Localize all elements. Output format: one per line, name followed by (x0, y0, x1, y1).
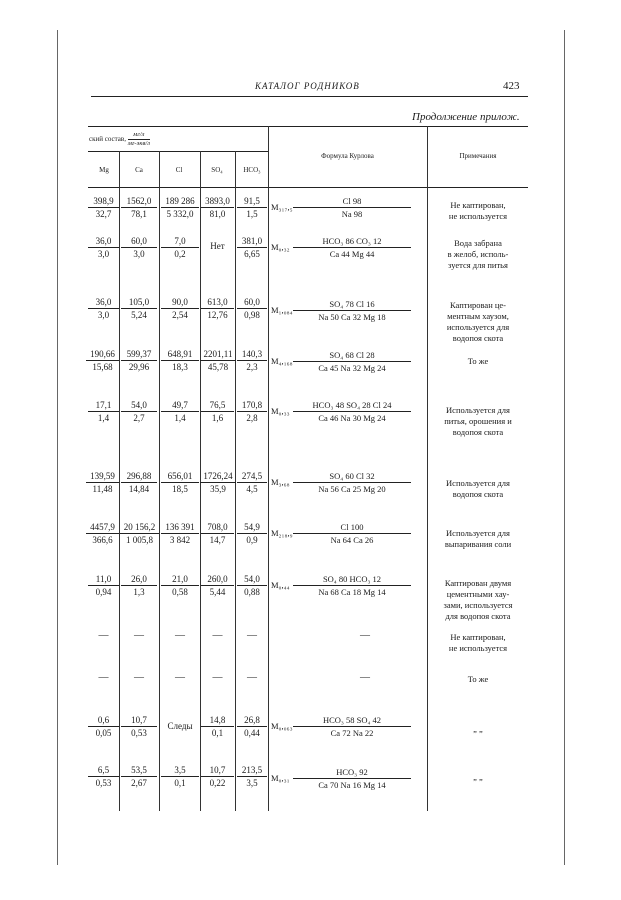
unit-denominator: мг-экв/л (127, 140, 150, 147)
row6-note-line2: водопоя скота (452, 489, 504, 499)
row7-so4 (201, 521, 234, 546)
row2-hco3-meq: 6,65 (244, 249, 260, 259)
row5-formula-cations: Ca 46 Na 30 Mg 24 (318, 413, 386, 423)
row2-cl (161, 235, 199, 260)
col-header-cl: Cl (175, 166, 183, 174)
row10-mg: — (98, 672, 109, 683)
row5-cl-mgl: 49,7 (161, 399, 199, 412)
running-title: КАТАЛОГ РОДНИКОВ (255, 81, 360, 91)
row8-formula-fraction (293, 573, 411, 598)
row12-m-label: M₀,₃₁ (271, 773, 290, 783)
row5-hco3-meq: 2,8 (246, 413, 258, 423)
row4-hco3 (237, 348, 267, 373)
row4-hco3-mgl: 140,3 (237, 348, 267, 361)
row12-mg-meq: 0,53 (95, 778, 112, 788)
row2-mg (88, 235, 119, 260)
row7-hco3-meq: 0,9 (246, 535, 258, 545)
row5-cl-meq: 1,4 (174, 413, 186, 423)
row8-hco3-meq: 0,88 (244, 587, 260, 597)
row7-ca-mgl: 20 156,2 (120, 521, 159, 534)
row2-cl-meq: 0,2 (174, 249, 186, 259)
row4-cl (161, 348, 199, 373)
row7-mg-mgl: 4457,9 (86, 521, 119, 534)
row11-ca-meq: 0,53 (131, 728, 147, 738)
row11-formula (271, 714, 421, 742)
row4-note (428, 356, 528, 367)
row8-mg (88, 573, 119, 598)
row2-note-line3: зуется для питья (448, 260, 508, 270)
row4-cl-mgl: 648,91 (161, 348, 199, 361)
row3-cl-meq: 2,54 (172, 310, 188, 320)
row11-note (428, 724, 528, 735)
row8-so4-mgl: 260,0 (201, 573, 234, 586)
row12-hco3-meq: 3,5 (246, 778, 258, 788)
composition-label (89, 131, 150, 148)
row12-cl-meq: 0,1 (174, 778, 186, 788)
row9-formula: — (360, 630, 370, 641)
row8-note-line2: цементными хау- (446, 589, 510, 599)
row5-m-label: M₀,₃₃ (271, 406, 290, 416)
row12-hco3 (237, 764, 267, 789)
row7-mg-meq: 366,6 (92, 535, 113, 545)
row3-mg-mgl: 36,0 (88, 296, 119, 309)
row3-m-label: M₁,₀₈₄ (271, 305, 293, 315)
row11-ca (121, 714, 157, 739)
row6-ca-meq: 14,84 (128, 484, 150, 494)
row4-formula-fraction (293, 349, 411, 374)
row11-note-line1: „ „ (473, 724, 483, 734)
row2-formula (271, 235, 421, 263)
row7-cl-mgl: 136 391 (161, 521, 199, 534)
row8-so4 (201, 573, 234, 598)
row7-cl-meq: 3 842 (169, 535, 191, 545)
row3-mg (88, 296, 119, 321)
row3-so4-mgl: 613,0 (201, 296, 234, 309)
row10-note-line1: То же (467, 674, 489, 684)
row6-formula (271, 470, 421, 498)
row11-m-label: M₀,₀₆₃ (271, 721, 293, 731)
row1-formula (271, 195, 421, 223)
row9-mg: — (98, 630, 109, 641)
row4-so4 (200, 348, 236, 373)
row5-so4 (201, 399, 234, 424)
row3-mg-meq: 3,0 (97, 310, 110, 320)
row6-so4-meq: 35,9 (210, 484, 226, 494)
row7-formula-cations: Na 64 Ca 26 (330, 535, 374, 545)
row2-so4: Нет (210, 241, 225, 251)
col-header-mg: Mg (99, 166, 109, 174)
row5-so4-meq: 1,6 (211, 413, 224, 423)
row11-hco3-meq: 0,44 (244, 728, 260, 738)
row1-hco3 (237, 195, 267, 220)
row12-mg-mgl: 6,5 (88, 764, 119, 777)
row5-cl (161, 399, 199, 424)
row7-formula (271, 521, 421, 549)
row3-hco3-mgl: 60,0 (237, 296, 267, 309)
row4-ca-meq: 29,96 (128, 362, 150, 372)
row9-ca: — (134, 630, 144, 641)
row4-so4-meq: 45,78 (207, 362, 229, 372)
row3-note-line2: ментным хаузом, (447, 311, 509, 321)
col-header-hco3: HCO₃ (243, 166, 261, 174)
row2-formula-anions: HCO₃ 86 CO₃ 12 (293, 235, 411, 248)
col-rule-2 (159, 151, 160, 811)
row3-hco3-meq: 0,98 (244, 310, 260, 320)
row2-note-line1: Вода забрана (454, 238, 502, 248)
row11-mg-mgl: 0,6 (88, 714, 119, 727)
row6-ca-mgl: 296,88 (121, 470, 157, 483)
row11-so4-meq: 0,1 (211, 728, 224, 738)
row7-note-line1: Используется для (446, 528, 510, 538)
row7-cl (161, 521, 199, 546)
row8-cl-meq: 0,58 (172, 587, 188, 597)
row1-so4 (201, 195, 234, 220)
unit-numerator: мг/л (128, 131, 150, 140)
row1-note (428, 200, 528, 222)
row10-cl: — (175, 672, 185, 683)
row10-hco3: — (247, 672, 257, 683)
row9-hco3: — (247, 630, 257, 641)
row11-mg (88, 714, 119, 739)
row3-note (428, 300, 528, 344)
row12-formula (271, 766, 421, 794)
row9-note-line1: Не каптирован, (450, 632, 506, 642)
row3-hco3 (237, 296, 267, 321)
row1-mg-mgl: 398,9 (88, 195, 119, 208)
row1-cl (161, 195, 199, 220)
row12-formula-fraction (293, 766, 411, 791)
row6-formula-anions: SO₄ 60 Cl 32 (293, 470, 411, 483)
row5-hco3 (237, 399, 267, 424)
row5-mg (88, 399, 119, 424)
row3-formula (271, 298, 421, 326)
row2-mg-meq: 3,0 (97, 249, 110, 259)
col-rule-1 (119, 151, 120, 811)
row8-formula-anions: SO₄ 80 HCO₃ 12 (293, 573, 411, 586)
row7-ca-meq: 1 005,8 (126, 535, 153, 545)
header-rule (91, 96, 528, 97)
row4-formula-anions: SO₄ 68 Cl 28 (293, 349, 411, 362)
row2-note (428, 238, 528, 271)
row8-note-line3: зами, используется (443, 600, 513, 610)
row1-ca-meq: 78,1 (131, 209, 147, 219)
row11-mg-meq: 0,05 (95, 728, 112, 738)
row12-cl-mgl: 3,5 (161, 764, 199, 777)
row1-note-line2: не используется (448, 211, 508, 221)
row3-so4 (201, 296, 234, 321)
composition-text: ский состав, (89, 135, 126, 144)
row1-so4-mgl: 3893,0 (201, 195, 234, 208)
row8-note-line1: Каптирован двумя (444, 578, 512, 588)
row1-ca (121, 195, 157, 220)
row11-hco3 (237, 714, 267, 739)
row3-ca (121, 296, 157, 321)
row5-note-line2: питья, орошения и (444, 416, 512, 426)
row4-mg (86, 348, 119, 373)
row6-mg-meq: 11,48 (92, 484, 113, 494)
row3-ca-meq: 5,24 (131, 310, 147, 320)
unit-fraction (128, 131, 150, 148)
row12-hco3-mgl: 213,5 (237, 764, 267, 777)
row4-so4-mgl: 2201,11 (200, 348, 236, 361)
row2-note-line2: в желоб, исполь- (447, 249, 509, 259)
row12-note (428, 772, 528, 783)
row1-cl-mgl: 189 286 (161, 195, 199, 208)
row8-so4-meq: 5,44 (209, 587, 226, 597)
row6-cl-meq: 18,5 (172, 484, 188, 494)
row4-hco3-meq: 2,3 (246, 362, 258, 372)
row12-ca-mgl: 53,5 (121, 764, 157, 777)
row1-formula-fraction (293, 195, 411, 220)
row4-ca-mgl: 599,37 (121, 348, 157, 361)
row11-formula-fraction (293, 714, 411, 739)
row5-mg-mgl: 17,1 (88, 399, 119, 412)
col-header-so4: SO₄ (211, 166, 223, 174)
row6-mg (86, 470, 119, 495)
row6-so4-mgl: 1726,24 (200, 470, 236, 483)
row2-m-label: M₀,₃₂ (271, 242, 290, 252)
row5-formula (271, 399, 421, 427)
row3-so4-meq: 12,76 (207, 310, 228, 320)
row6-hco3-mgl: 274,5 (237, 470, 267, 483)
row7-m-label: M₂₁₈,₉ (271, 528, 293, 538)
row4-formula (271, 349, 421, 377)
row3-cl (161, 296, 199, 321)
row6-formula-cations: Na 56 Ca 25 Mg 20 (318, 484, 386, 494)
row11-so4-mgl: 14,8 (201, 714, 234, 727)
row5-ca-meq: 2,7 (133, 413, 145, 423)
left-margin-line (57, 30, 58, 865)
row9-note (428, 632, 528, 654)
row3-formula-cations: Na 50 Ca 32 Mg 18 (318, 312, 386, 322)
row6-so4 (200, 470, 236, 495)
row11-formula-anions: HCO₃ 58 SO₄ 42 (293, 714, 411, 727)
row8-hco3-mgl: 54,0 (237, 573, 267, 586)
row3-cl-mgl: 90,0 (161, 296, 199, 309)
row6-mg-mgl: 139,59 (86, 470, 119, 483)
row11-formula-cations: Ca 72 Na 22 (330, 728, 374, 738)
row3-ca-mgl: 105,0 (121, 296, 157, 309)
row2-hco3-mgl: 381,0 (237, 235, 267, 248)
row3-note-line4: водопоя скота (452, 333, 504, 343)
row12-formula-cations: Ca 70 Na 16 Mg 14 (318, 780, 386, 790)
row9-cl: — (175, 630, 185, 641)
col-rule-5 (268, 126, 269, 811)
row12-so4 (201, 764, 234, 789)
row7-note-line2: выпаривания соли (444, 539, 512, 549)
notes-header: Примечания (459, 152, 497, 160)
col-header-ca: Ca (135, 166, 143, 174)
row8-m-label: M₀,₄₄ (271, 580, 290, 590)
row8-formula-cations: Na 68 Ca 18 Mg 14 (318, 587, 386, 597)
row3-note-line1: Каптирован це- (449, 300, 507, 310)
row9-so4: — (212, 630, 223, 641)
row1-note-line1: Не каптирован, (450, 200, 506, 210)
row8-note (428, 578, 528, 622)
row5-ca-mgl: 54,0 (121, 399, 157, 412)
row6-note (428, 478, 528, 500)
page-number: 423 (503, 80, 520, 92)
row2-ca (121, 235, 157, 260)
row1-cl-meq: 5 332,0 (166, 209, 194, 219)
row1-ca-mgl: 1562,0 (121, 195, 157, 208)
col-rule-6 (427, 126, 428, 811)
row5-formula-fraction (293, 399, 411, 424)
row2-formula-fraction (293, 235, 411, 260)
row7-hco3 (237, 521, 267, 546)
row11-so4 (201, 714, 234, 739)
row8-ca-mgl: 26,0 (121, 573, 157, 586)
row5-hco3-mgl: 170,8 (237, 399, 267, 412)
row6-note-line1: Используется для (446, 478, 510, 488)
row10-so4: — (212, 672, 223, 683)
row3-note-line3: используется для (446, 322, 510, 332)
row1-hco3-mgl: 91,5 (237, 195, 267, 208)
row12-mg (88, 764, 119, 789)
row1-mg (88, 195, 119, 220)
row5-mg-meq: 1,4 (97, 413, 110, 423)
row12-ca (121, 764, 157, 789)
row10-note (428, 674, 528, 685)
row10-formula: — (360, 672, 370, 683)
row2-formula-cations: Ca 44 Mg 44 (329, 249, 375, 259)
row7-so4-meq: 14,7 (209, 535, 226, 545)
row4-note-line1: То же (467, 356, 489, 366)
row8-mg-meq: 0,94 (95, 587, 112, 597)
row2-ca-mgl: 60,0 (121, 235, 157, 248)
row4-formula-cations: Ca 45 Na 32 Mg 24 (318, 363, 386, 373)
row5-note (428, 405, 528, 438)
row7-mg (86, 521, 119, 546)
row9-note-line2: не используется (448, 643, 508, 653)
row2-hco3 (237, 235, 267, 260)
formula-header: Формула Курлова (321, 152, 374, 160)
row8-cl-mgl: 21,0 (161, 573, 199, 586)
row1-hco3-meq: 1,5 (246, 209, 258, 219)
row1-formula-cations: Na 98 (341, 209, 363, 219)
row5-note-line1: Используется для (446, 405, 510, 415)
row8-mg-mgl: 11,0 (88, 573, 119, 586)
row4-m-label: M₄,₁₆₈ (271, 356, 293, 366)
row7-formula-fraction (293, 521, 411, 546)
row11-cl: Следы (167, 721, 193, 731)
row5-note-line3: водопоя скота (452, 427, 504, 437)
row8-formula (271, 573, 421, 601)
row7-hco3-mgl: 54,9 (237, 521, 267, 534)
row6-m-label: M₃,₆₈ (271, 477, 290, 487)
row5-ca (121, 399, 157, 424)
row4-ca (121, 348, 157, 373)
right-margin-line (564, 30, 565, 865)
row12-ca-meq: 2,67 (131, 778, 147, 788)
row1-mg-meq: 32,7 (95, 209, 112, 219)
row1-formula-anions: Cl 98 (293, 195, 411, 208)
row5-so4-mgl: 76,5 (201, 399, 234, 412)
row1-m-label: M₃₁₇,₅ (271, 202, 293, 212)
row12-formula-anions: HCO₃ 92 (293, 766, 411, 779)
row7-ca (120, 521, 159, 546)
row6-formula-fraction (293, 470, 411, 495)
row6-cl (161, 470, 199, 495)
row1-so4-meq: 81,0 (209, 209, 226, 219)
row4-mg-mgl: 190,66 (86, 348, 119, 361)
row12-cl (161, 764, 199, 789)
row8-cl (161, 573, 199, 598)
row6-cl-mgl: 656,01 (161, 470, 199, 483)
row3-formula-fraction (293, 298, 411, 323)
row12-so4-meq: 0,22 (209, 778, 226, 788)
row6-hco3-meq: 4,5 (246, 484, 258, 494)
row4-cl-meq: 18,3 (172, 362, 188, 372)
row3-formula-anions: SO₄ 78 Cl 16 (293, 298, 411, 311)
row10-ca: — (134, 672, 144, 683)
row8-hco3 (237, 573, 267, 598)
row8-note-line4: для водопоя скота (445, 611, 511, 621)
row11-ca-mgl: 10,7 (121, 714, 157, 727)
header-bottom-rule (88, 187, 528, 188)
row11-hco3-mgl: 26,8 (237, 714, 267, 727)
row2-cl-mgl: 7,0 (161, 235, 199, 248)
row7-formula-anions: Cl 100 (293, 521, 411, 534)
row2-mg-mgl: 36,0 (88, 235, 119, 248)
row12-note-line1: „ „ (473, 772, 483, 782)
row8-ca-meq: 1,3 (133, 587, 145, 597)
subheader-rule (88, 151, 268, 152)
row6-hco3 (237, 470, 267, 495)
row12-so4-mgl: 10,7 (201, 764, 234, 777)
table-top-rule (88, 126, 528, 127)
row5-formula-anions: HCO₃ 48 SO₄ 28 Cl 24 (293, 399, 411, 412)
row2-ca-meq: 3,0 (133, 249, 145, 259)
row7-so4-mgl: 708,0 (201, 521, 234, 534)
row6-ca (121, 470, 157, 495)
row8-ca (121, 573, 157, 598)
row7-note (428, 528, 528, 550)
row4-mg-meq: 15,68 (92, 362, 113, 372)
continuation-label: Продолжение прилож. (412, 111, 520, 123)
